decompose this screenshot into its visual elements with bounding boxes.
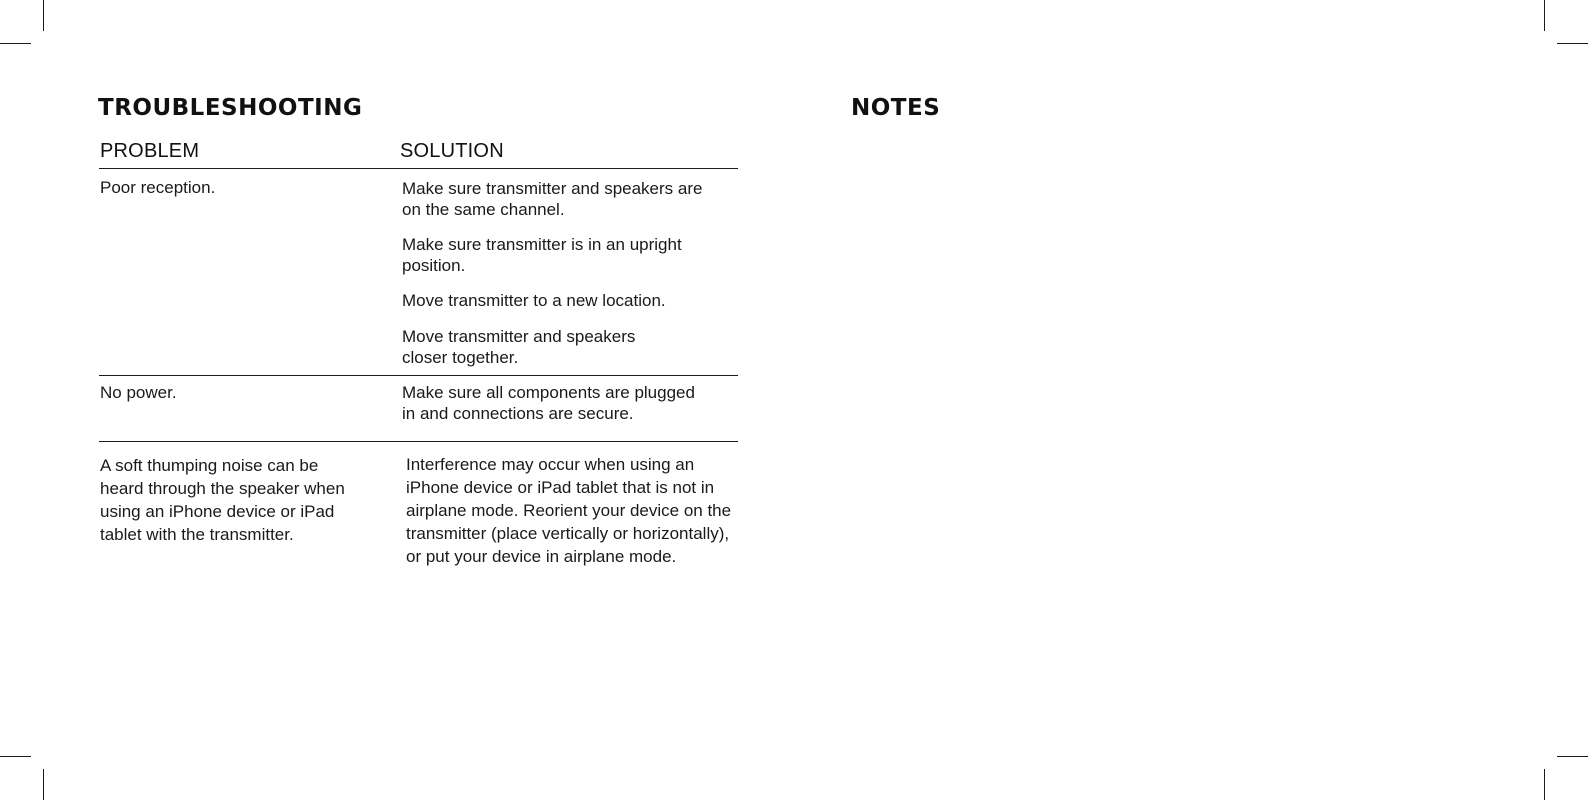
crop-mark-top-left-vertical <box>43 0 44 31</box>
solution-item: Move transmitter to a new location. <box>402 291 666 310</box>
crop-mark-bottom-right-horizontal <box>1557 756 1588 757</box>
problem-column-header: PROBLEM <box>100 140 200 162</box>
solution-item: Move transmitter and speakers closer together. <box>402 327 636 367</box>
troubleshooting-title: TROUBLESHOOTING <box>98 95 363 121</box>
solution-item: Make sure transmitter is in an upright position. <box>402 235 682 275</box>
row-divider <box>99 441 738 442</box>
crop-mark-top-right-vertical <box>1544 0 1545 31</box>
solution-item: Interference may occur when using an iPhone device or iPad tablet that is not in airplane mode. Reorient your device on the transmitter (place vertically or horizontally), or put your device in airplane mode. <box>406 455 732 566</box>
row-divider <box>99 375 738 376</box>
header-divider <box>99 168 738 169</box>
solution-column-header: SOLUTION <box>400 140 504 162</box>
crop-mark-bottom-right-vertical <box>1544 769 1545 800</box>
problem-cell: No power. <box>100 383 177 402</box>
crop-mark-bottom-left-horizontal <box>0 756 31 757</box>
crop-mark-bottom-left-vertical <box>43 769 44 800</box>
crop-mark-top-right-horizontal <box>1557 43 1588 44</box>
problem-cell: Poor reception. <box>100 178 216 197</box>
solution-item: Make sure transmitter and speakers are on the same channel. <box>402 179 703 219</box>
problem-cell: A soft thumping noise can be heard through the speaker when using an iPhone device or iPad tablet with the transmitter. <box>100 456 345 544</box>
solution-item: Make sure all components are plugged in and connections are secure. <box>402 383 695 423</box>
crop-mark-top-left-horizontal <box>0 43 31 44</box>
notes-title: NOTES <box>851 95 941 121</box>
